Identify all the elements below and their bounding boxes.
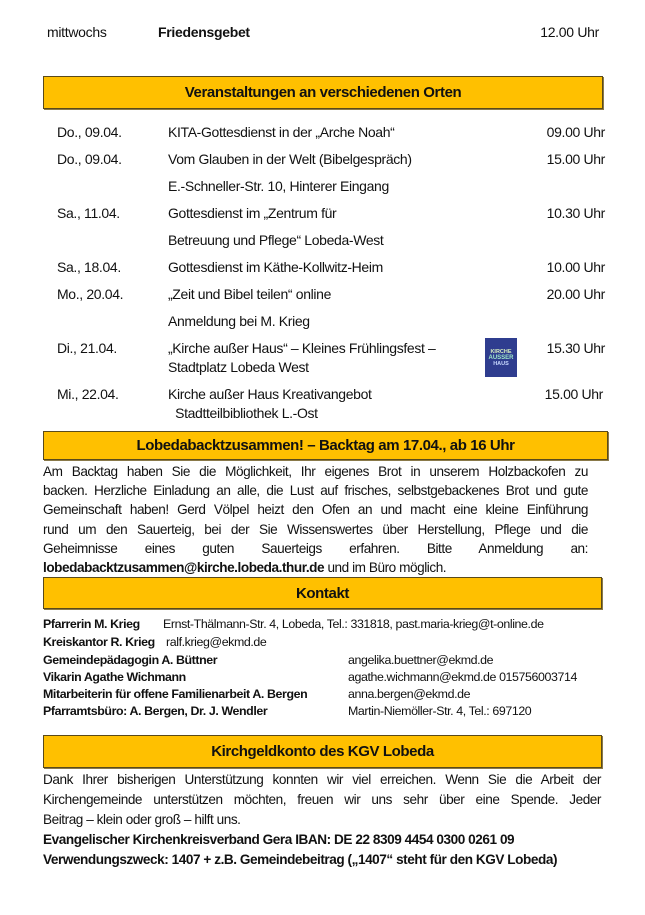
event-time: 15.00 Uhr (544, 386, 603, 402)
backtag-section-title: Lobedabacktzusammen! – Backtag am 17.04., ab 16 Uhr (136, 437, 515, 454)
contact-section-title: Kontakt (295, 584, 350, 602)
kirchgeld-iban: Evangelischer Kirchenkreisverband Gera IBAN: DE 22 8309 4454 0300 0261 09 (43, 832, 515, 847)
event-title: Gottesdienst im „Zentrum für (168, 205, 337, 221)
contact-name: Mitarbeiterin für offene Familienarbeit A. Bergen (43, 687, 308, 701)
kirchgeld-text-line: Dank Ihrer bisherigen Unterstützung konnten wir viel erreichen. Wenn Sie die Arbeit der (43, 772, 601, 787)
event-date: Do., 09.04. (57, 124, 122, 140)
logo-text: KIRCHE (490, 348, 512, 355)
event-time: 10.30 Uhr (546, 205, 605, 221)
backtag-text (43, 462, 588, 577)
event-location: Stadtteilbibliothek L.-Ost (168, 405, 318, 421)
contact-section-header (43, 577, 602, 609)
backtag-section-header (43, 431, 608, 460)
top-time: 12.00 Uhr (540, 24, 599, 40)
event-location: Betreuung und Pflege“ Lobeda-West (168, 232, 384, 248)
event-location: E.-Schneller-Str. 10, Hinterer Eingang (168, 178, 389, 194)
event-title: Vom Glauben in der Welt (Bibelgespräch) (168, 151, 412, 167)
backtag-email-link[interactable]: lobedabacktzusammen@kirche.lobeda.thur.de (43, 560, 325, 576)
contact-name: Pfarrerin M. Krieg (43, 617, 140, 631)
event-time: 20.00 Uhr (546, 286, 605, 302)
contact-info: angelika.buettner@ekmd.de (348, 653, 494, 667)
backtag-text-line: Am Backtag haben Sie die Möglichkeit, Ihr eigenes Brot in unserem Holzbackofen zu (43, 464, 588, 479)
event-location: Stadtplatz Lobeda West (168, 359, 309, 375)
backtag-text-line: Gemeinschaft haben! Gerd Völpel heizt den Ofen an und macht eine kleine Einführung (43, 502, 588, 518)
event-title: Gottesdienst im Käthe-Kollwitz-Heim (168, 259, 383, 275)
top-day: mittwochs (47, 24, 107, 40)
contact-info: anna.bergen@ekmd.de (348, 687, 471, 701)
event-date: Mi., 22.04. (57, 386, 119, 402)
event-time: 15.00 Uhr (546, 151, 605, 167)
event-title: „Zeit und Bibel teilen“ online (168, 286, 332, 302)
event-time: 10.00 Uhr (546, 259, 605, 275)
events-section-header (43, 76, 603, 109)
kirchgeld-purpose: Verwendungszweck: 1407 + z.B. Gemeindebeitrag („1407“ steht für den KGV Lobeda) (43, 852, 558, 867)
contact-info: Martin-Niemöller-Str. 4, Tel.: 697120 (348, 704, 532, 718)
backtag-text-line: Geheimnisse eines guten Sauerteigs erfahren. Bitte Anmeldung an: (43, 540, 588, 556)
event-date: Di., 21.04. (57, 340, 117, 356)
events-section-title: Veranstaltungen an verschiedenen Orten (184, 84, 462, 101)
event-time: 15.30 Uhr (546, 340, 605, 356)
kirchgeld-section-title: Kirchgeldkonto des KGV Lobeda (211, 743, 434, 760)
event-title: KITA-Gottesdienst in der „Arche Noah“ (168, 124, 395, 140)
contact-name: Vikarin Agathe Wichmann (43, 670, 186, 684)
backtag-text-line: backen. Herzliche Einladung an alle, die Lust auf frisches, selbstgebackenes Brot und gute (43, 483, 588, 499)
event-date: Sa., 18.04. (57, 259, 121, 275)
kirche-ausser-haus-logo (485, 338, 517, 377)
event-title: „Kirche außer Haus“ – Kleines Frühlingsfest – (168, 340, 436, 356)
contact-info: agathe.wichmann@ekmd.de 015756003714 (348, 670, 577, 684)
event-date: Do., 09.04. (57, 151, 122, 167)
event-note: Anmeldung bei M. Krieg (168, 313, 310, 329)
backtag-text-line (43, 558, 588, 577)
contact-name: Kreiskantor R. Krieg (43, 635, 155, 649)
event-date: Mo., 20.04. (57, 286, 124, 302)
kirchgeld-text-line: Beitrag – klein oder groß – hilft uns. (43, 812, 241, 827)
event-title: Kirche außer Haus Kreativangebot (168, 386, 372, 402)
contact-info: ralf.krieg@ekmd.de (166, 635, 267, 649)
contact-name: Pfarramtsbüro: A. Bergen, Dr. J. Wendler (43, 704, 268, 718)
logo-text: HAUS (493, 360, 509, 367)
contact-name: Gemeindepädagogin A. Büttner (43, 653, 218, 667)
kirchgeld-section-header (43, 735, 602, 768)
event-date: Sa., 11.04. (57, 205, 120, 221)
kirchgeld-text (43, 770, 601, 870)
contact-info: Ernst-Thälmann-Str. 4, Lobeda, Tel.: 331818, past.maria-krieg@t-online.de (163, 617, 544, 631)
backtag-text-line: rund um den Sauerteig, bei der Sie Wissenswertes über Herstellung, Pflege und die (43, 521, 588, 537)
top-event: Friedensgebet (158, 24, 250, 40)
backtag-email-suffix: und im Büro möglich. (324, 560, 447, 576)
event-time: 09.00 Uhr (546, 124, 605, 140)
logo-text: AUSSER (488, 354, 514, 361)
kirchgeld-text-line: Kirchengemeinde unterstützen möchten, freuen wir uns sehr über eine Spende. Jeder (43, 792, 601, 807)
